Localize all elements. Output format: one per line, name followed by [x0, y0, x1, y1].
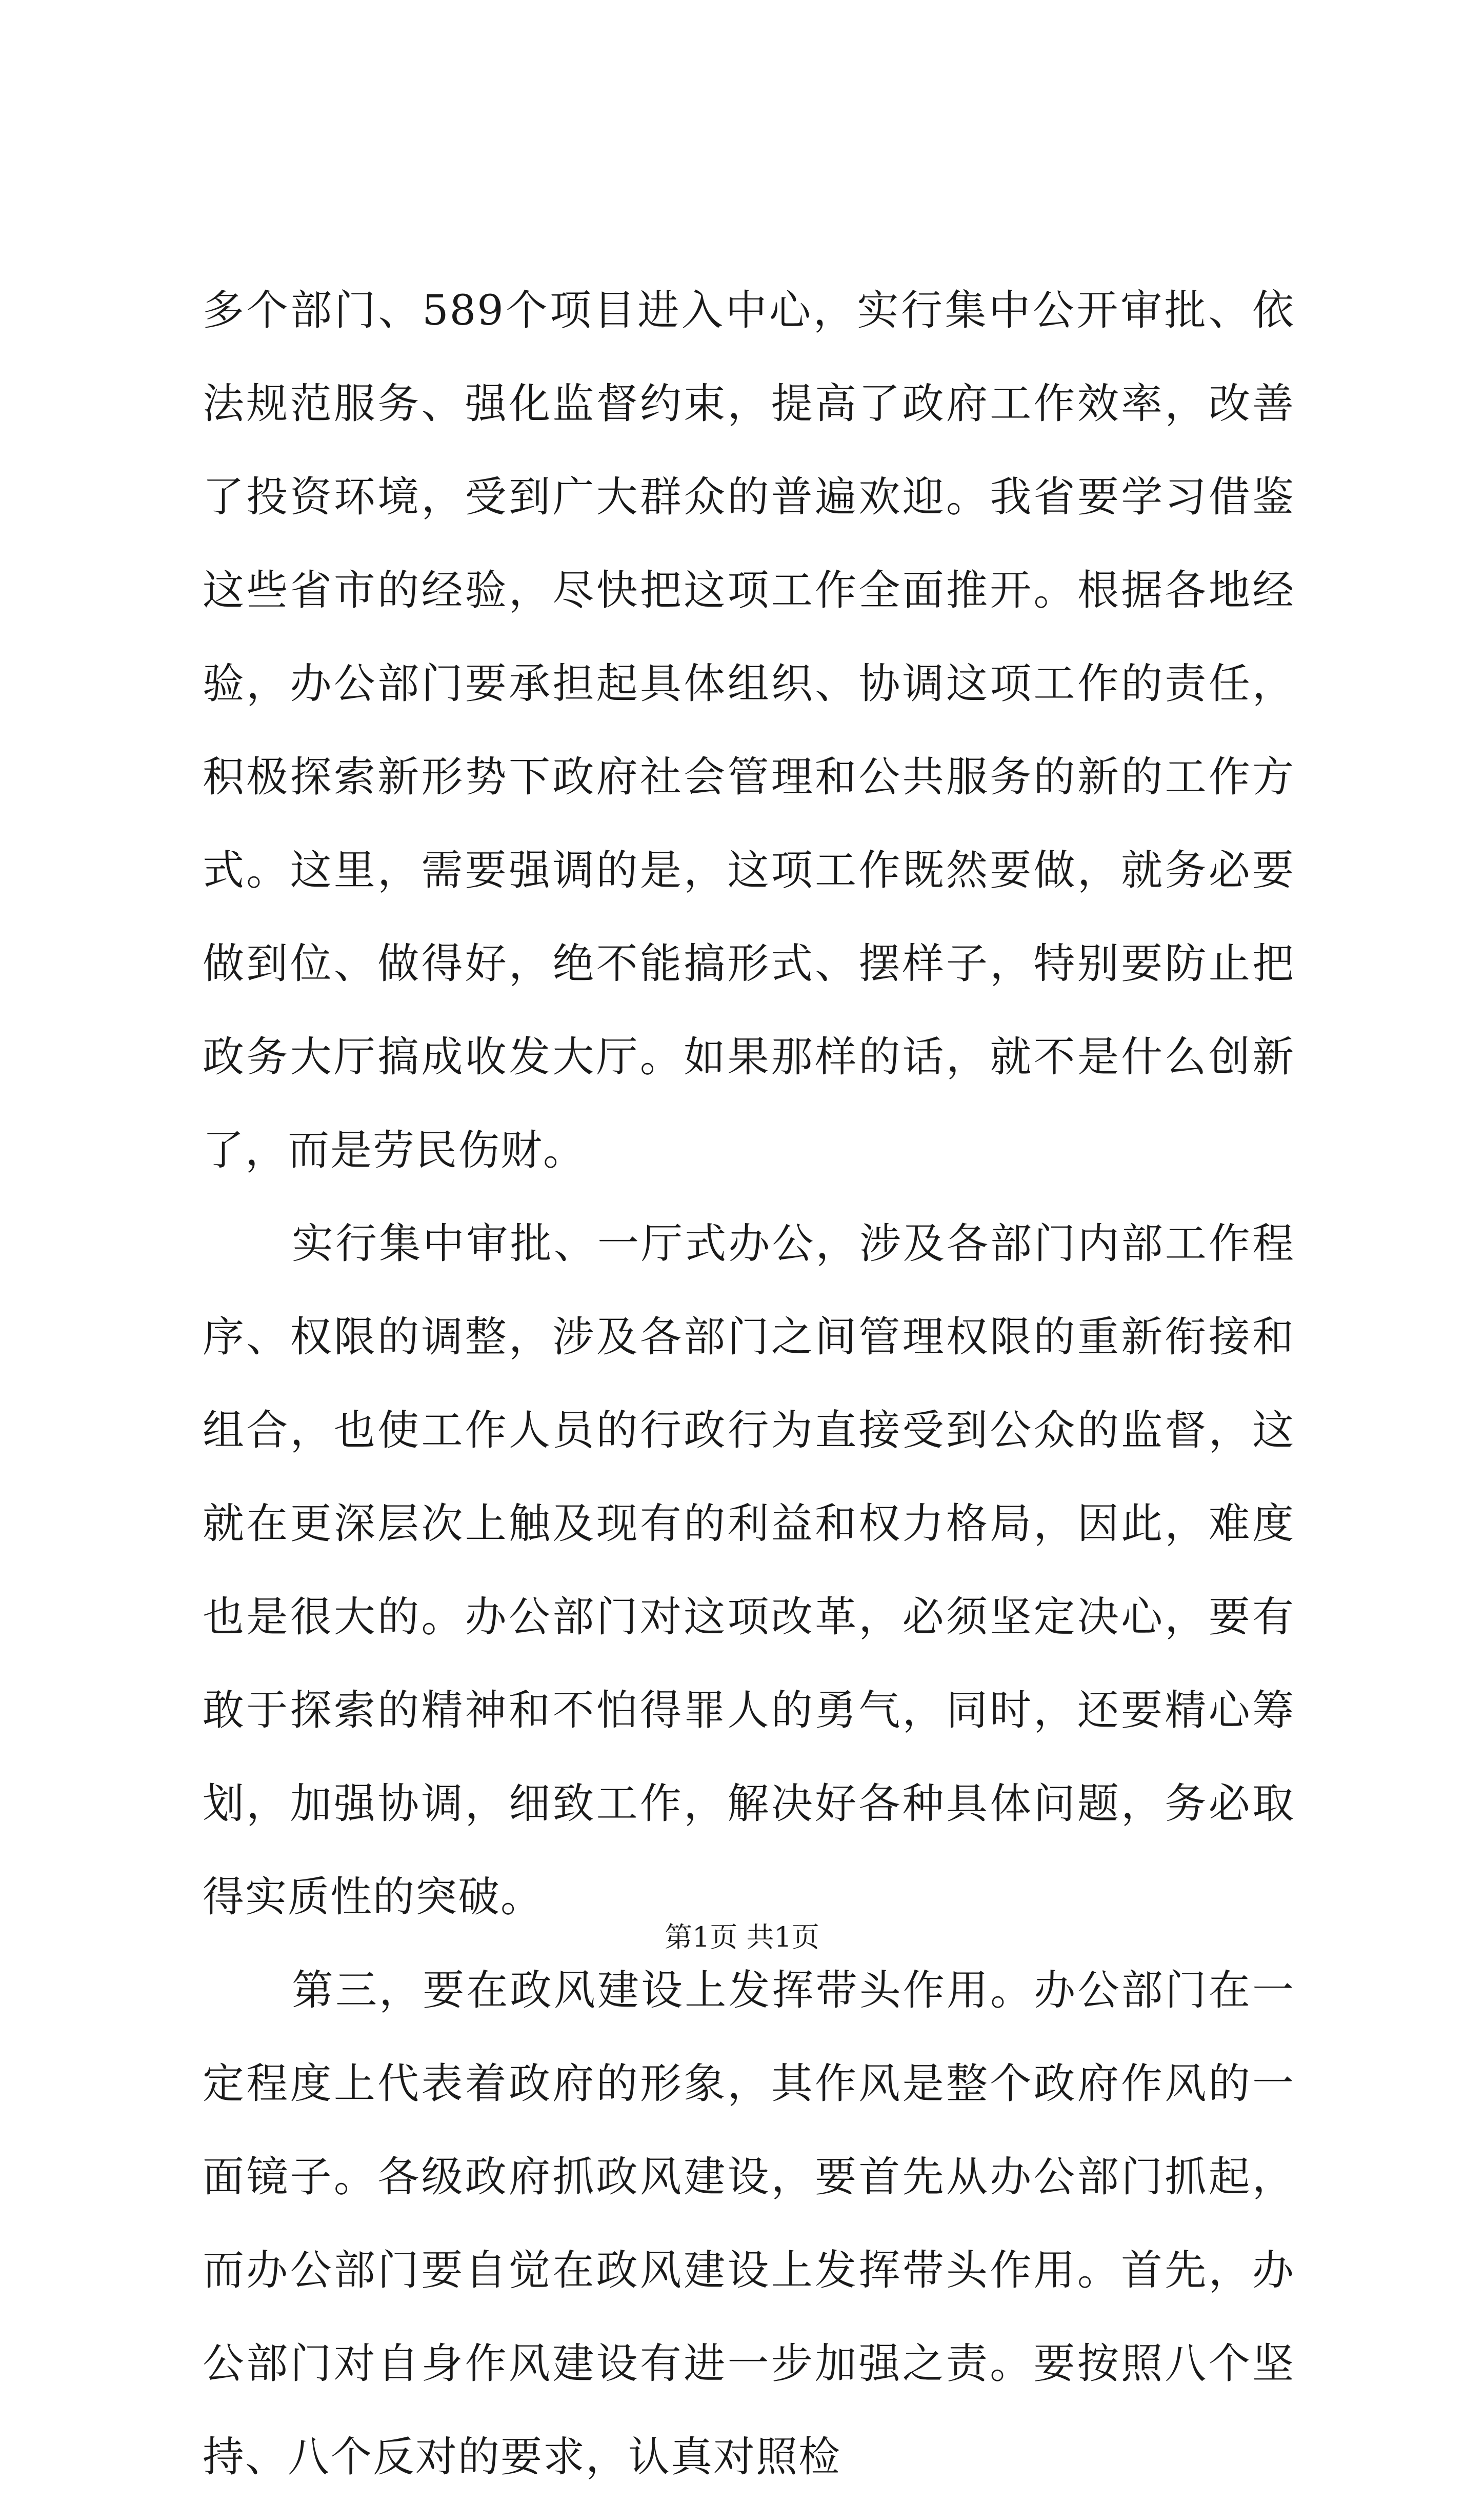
body-text [203, 264, 1295, 2504]
paragraph: 实行集中审批、一厅式办公，涉及各部门内部工作程序、权限的调整，涉及各部门之间管理权限的重新衔接和组合，也使工作人员的行政行为直接受到公众的监督，这就在更深层次上触及现有的利益和权力格局，因此，难度也是很大的。办公部门对这项改革，必须坚定决心，要有敢于探索的精神和不怕得罪人的勇气，同时，还要精心筹划，加强协调，细致工作，解决好各种具体问题，务必取得实质性的突破。 [203, 1220, 1295, 1921]
paragraph-continued: 多个部门、589个项目进入中心，实行集中公开审批、依法规范服务、强化监督约束，提高了政府工作效率，改善了投资环境，受到广大群众的普遍欢迎。我省要学习借鉴这些省市的经验，尽快把这项工作全面推开。根据各地经验，办公部门要承担起具体组织、协调这项工作的责任，积极探索新形势下政府社会管理和公共服务的新的工作方式。这里，需要强调的是，这项工作既然要做，就务必要做到位、做得好，绝不能搞形式、摆样子，特别要防止把政务大厅搞成收发大厅。如果那样的话，就不是什么创新了，而是劳民伤财。 [203, 287, 1295, 1175]
paragraph: 第三，要在政风建设上发挥带头作用。办公部门在一定程度上代表着政府的形象，其作风是整个政府作风的一面镜子。各级政府抓政风建设，要首先从办公部门抓起，而办公部门要自觉在政风建设上发挥带头作用。首先，办公部门对自身作风建设有进一步加强之责。要按照八个坚持、八个反对的要求，认真对照检 [203, 1967, 1295, 2481]
page-footer: 第1页 共1页 [665, 1921, 819, 1953]
